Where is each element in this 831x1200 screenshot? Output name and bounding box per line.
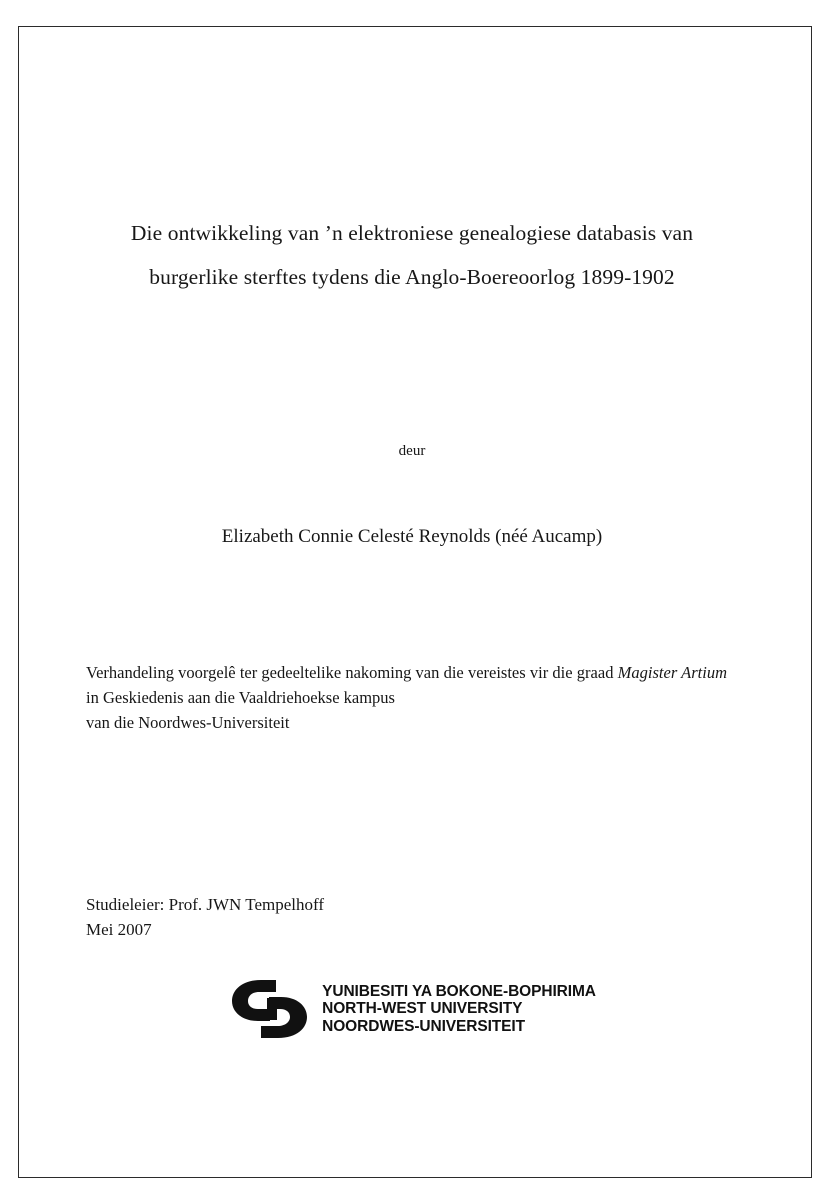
statement-part-1: Verhandeling voorgelê ter gedeeltelike nakoming van die vereistes vir die graad — [86, 663, 618, 682]
statement-part-3: van die Noordwes-Universiteit — [86, 713, 290, 732]
author-name: Elizabeth Connie Celesté Reynolds (néé Aucamp) — [221, 526, 603, 547]
supervisor-block — [86, 892, 738, 942]
logo-text-block — [322, 983, 596, 1036]
logo-text-line-1: YUNIBESITI YA BOKONE-BOPHIRIMA — [322, 982, 596, 1000]
page-content — [86, 26, 738, 1178]
logo-text-line-2: NORTH-WEST UNIVERSITY — [322, 1000, 523, 1018]
degree-statement — [86, 660, 727, 735]
north-west-university-logo-icon — [228, 976, 314, 1042]
title-line-1: Die ontwikkeling van ’n elektroniese genealogiese databasis van — [130, 221, 694, 245]
thesis-title — [86, 211, 738, 299]
supervisor-line: Studieleier: Prof. JWN Tempelhoff — [86, 895, 325, 914]
title-line-2: burgerlike sterftes tydens die Anglo-Boereoorlog 1899-1902 — [149, 265, 675, 289]
date-line: Mei 2007 — [86, 920, 152, 939]
degree-name: Magister Artium — [617, 663, 727, 682]
by-label: deur — [398, 443, 426, 459]
statement-part-2: in Geskiedenis aan die Vaaldriehoekse kampus — [86, 688, 395, 707]
logo-text-line-3: NOORDWES-UNIVERSITEIT — [322, 1017, 525, 1035]
university-logo — [86, 976, 738, 1042]
